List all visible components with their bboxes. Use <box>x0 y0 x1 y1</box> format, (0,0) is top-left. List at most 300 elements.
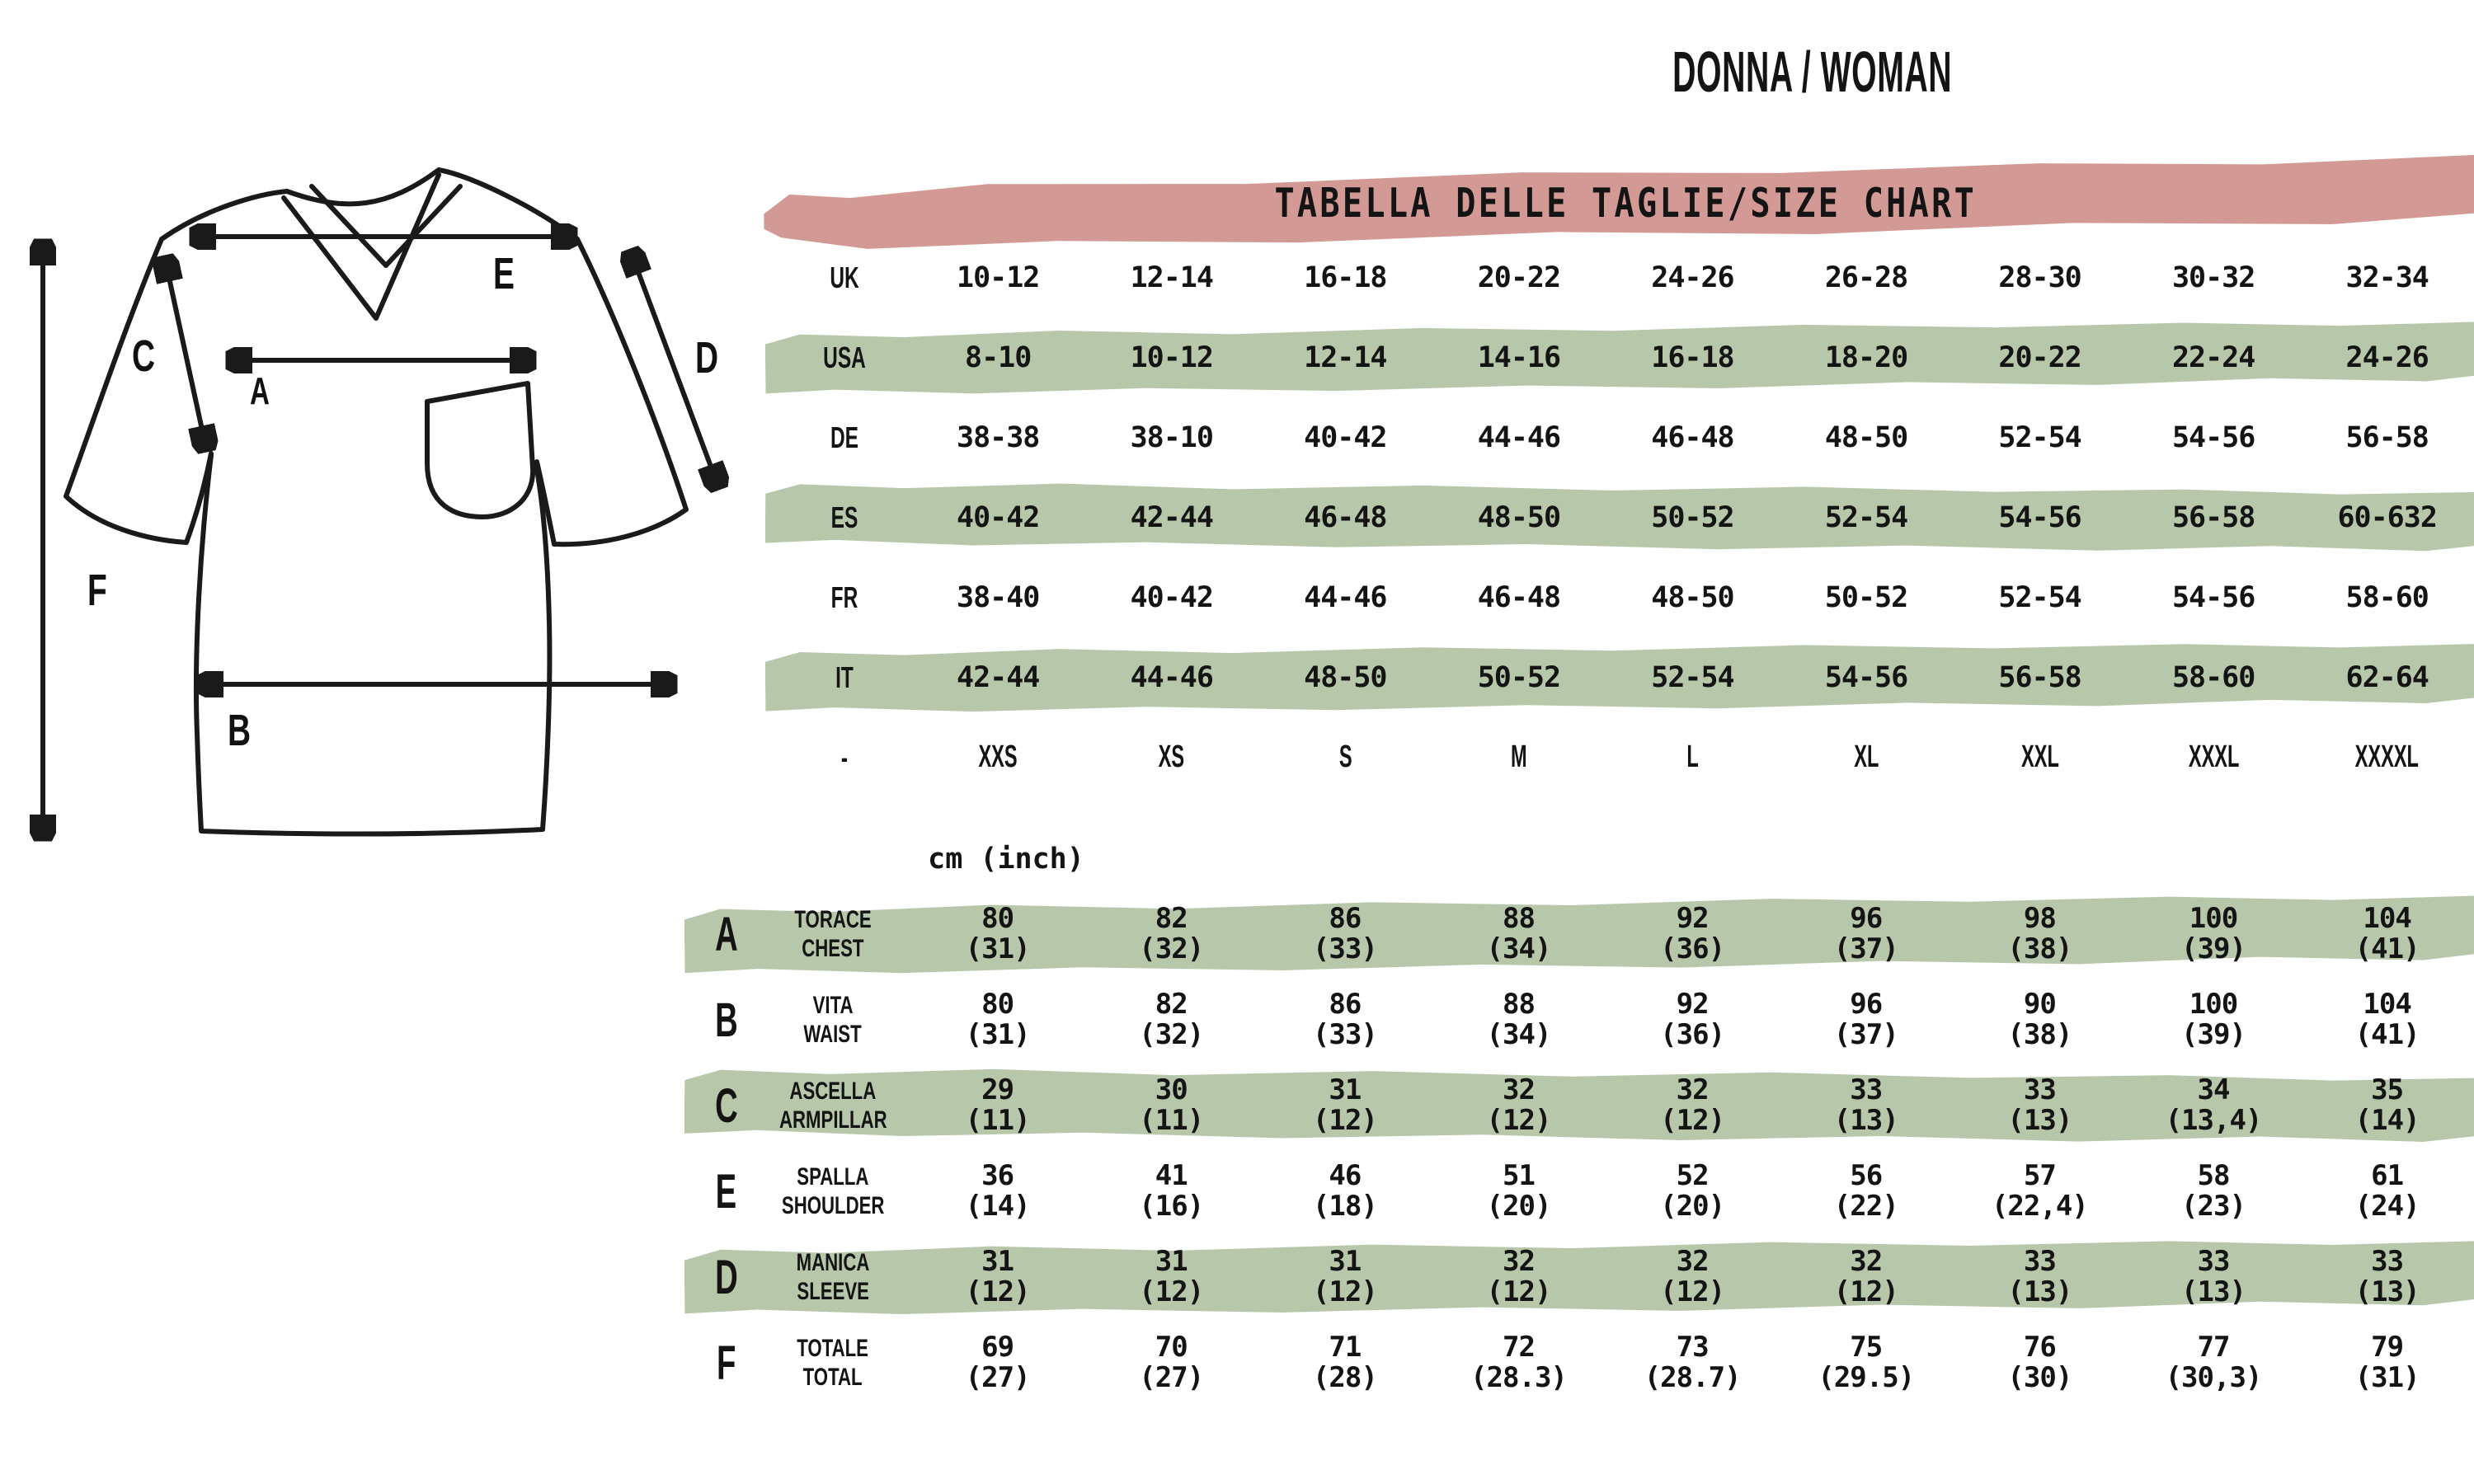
measure-value-cell <box>1084 1247 1258 1308</box>
size-name-cell <box>2127 740 2301 775</box>
measure-value-cell <box>1779 989 1953 1050</box>
measure-cm-value: 75 <box>1850 1331 1883 1364</box>
measure-letter-text: E <box>715 1164 737 1219</box>
measure-value-cell <box>1953 1247 2127 1308</box>
measure-inch-value: (13) <box>1833 1104 1898 1137</box>
measure-value-cell <box>1258 1247 1432 1308</box>
garment-left-sleeve <box>66 239 211 542</box>
measure-inch-value: (11) <box>1139 1104 1204 1137</box>
measure-letter-text: A <box>714 907 738 961</box>
measure-value-cell <box>2300 1161 2474 1222</box>
size-cell: 54-56 <box>2171 420 2255 454</box>
region-label-text: FR <box>831 580 858 614</box>
size-cell: 56-58 <box>2345 420 2429 454</box>
measure-inch-value: (36) <box>1660 932 1725 965</box>
measure-inch-value: (34) <box>1486 1018 1551 1051</box>
table-row <box>698 1063 2474 1148</box>
measure-value-cell <box>2300 904 2474 965</box>
measure-cm-value: 51 <box>1503 1159 1535 1192</box>
size-cell: 10-12 <box>1130 340 1213 374</box>
size-cell: 46-48 <box>1477 580 1561 614</box>
measure-cm-value: 71 <box>1329 1331 1362 1364</box>
measure-inch-value: (13) <box>2181 1275 2246 1308</box>
size-name-cell <box>1084 740 1258 775</box>
measure-cm-value: 32 <box>1503 1245 1535 1278</box>
size-name-cell <box>911 740 1085 775</box>
size-cell: 50-52 <box>1824 580 1908 614</box>
table-row <box>778 237 2474 317</box>
measure-letter <box>698 907 755 962</box>
table-row <box>778 637 2474 717</box>
measure-cm-value: 58 <box>2197 1159 2230 1192</box>
measure-value-cell <box>1258 989 1432 1050</box>
measure-cm-value: 86 <box>1329 988 1362 1021</box>
measure-inch-value: (31) <box>965 1018 1030 1051</box>
measure-inch-value: (41) <box>2354 932 2420 965</box>
measure-inch-value: (32) <box>1139 1018 1204 1051</box>
measure-cm-value: 82 <box>1155 988 1188 1021</box>
measure-inch-value: (28.7) <box>1644 1361 1741 1394</box>
size-cell: 40-42 <box>1304 420 1387 454</box>
measure-cm-value: 57 <box>2023 1159 2056 1192</box>
size-cell: 38-10 <box>1130 420 1213 454</box>
size-name-cell <box>2300 740 2474 775</box>
measure-name <box>755 1248 911 1306</box>
size-cell: 20-22 <box>1998 340 2081 374</box>
size-cell: 14-16 <box>1477 340 1561 374</box>
measure-cm-value: 33 <box>2371 1245 2404 1278</box>
measure-inch-value: (28.3) <box>1470 1361 1567 1394</box>
measure-cm-value: 32 <box>1850 1245 1883 1278</box>
measure-value-cell <box>2300 1247 2474 1308</box>
measure-inch-value: (27) <box>965 1361 1030 1394</box>
measure-cm-value: 30 <box>1155 1073 1188 1106</box>
size-cell: 24-26 <box>2345 340 2429 374</box>
measure-inch-value: (39) <box>2181 932 2246 965</box>
size-name-text: XXXL <box>2188 740 2239 774</box>
measure-value-cell <box>910 989 1084 1050</box>
size-cell: 16-18 <box>1651 340 1734 374</box>
measure-cm-value: 56 <box>1850 1159 1883 1192</box>
measure-inch-value: (12) <box>1660 1275 1725 1308</box>
measure-cm-value: 36 <box>981 1159 1014 1192</box>
measure-value-cell <box>1953 904 2127 965</box>
measure-inch-value: (24) <box>2354 1190 2420 1223</box>
size-cell: 48-50 <box>1651 580 1734 614</box>
measure-name-english: ARMPILLAR <box>778 1106 887 1134</box>
measure-value-cell <box>910 1161 1084 1222</box>
measure-inch-value: (28) <box>1312 1361 1377 1394</box>
measure-inch-value: (34) <box>1486 932 1551 965</box>
measure-value-cell <box>1084 904 1258 965</box>
size-cell: 20-22 <box>1477 261 1561 294</box>
measure-letter-text: F <box>717 1336 736 1390</box>
measure-inch-value: (12) <box>1833 1275 1898 1308</box>
table-row <box>698 1234 2474 1320</box>
measure-cm-value: 100 <box>2189 902 2238 935</box>
garment-pocket <box>427 383 533 517</box>
measure-value-cell <box>910 1075 1084 1136</box>
diagram-label-a: A <box>250 370 270 413</box>
size-cell: 54-56 <box>1824 660 1908 694</box>
region-label <box>778 261 911 295</box>
measure-inch-value: (20) <box>1660 1190 1725 1223</box>
measure-value-cell <box>1606 1161 1780 1222</box>
measure-cm-value: 70 <box>1155 1331 1188 1364</box>
size-name-text: L <box>1686 740 1699 774</box>
measure-cm-value: 31 <box>1329 1073 1362 1106</box>
measure-inch-value: (29.5) <box>1818 1361 1915 1394</box>
size-cell: 50-52 <box>1477 660 1561 694</box>
region-label <box>778 420 911 455</box>
measure-value-cell <box>2127 989 2301 1050</box>
size-cell: 44-46 <box>1130 660 1213 694</box>
size-cell: 42-44 <box>1130 500 1213 534</box>
measure-cm-value: 88 <box>1503 988 1535 1021</box>
measure-name <box>755 1334 911 1392</box>
diagram-label-e: E <box>493 247 515 298</box>
measure-value-cell <box>1606 989 1780 1050</box>
measure-inch-value: (30) <box>2007 1361 2072 1394</box>
measure-value-cell <box>1084 1075 1258 1136</box>
conversion-table <box>778 237 2474 797</box>
measure-name-english: CHEST <box>802 935 864 962</box>
measure-cm-value: 98 <box>2023 902 2056 935</box>
measure-value-cell <box>2127 1075 2301 1136</box>
measure-letter <box>698 1164 755 1219</box>
measure-inch-value: (13) <box>2007 1104 2072 1137</box>
units-label: cm (inch) <box>928 843 1084 876</box>
garment-torso <box>196 455 549 834</box>
size-name-text: XL <box>1853 740 1879 774</box>
measure-value-cell <box>1432 1332 1606 1393</box>
size-name-cell <box>1780 740 1954 775</box>
measure-name <box>755 1077 911 1134</box>
region-label <box>778 500 911 535</box>
measure-cm-value: 31 <box>1155 1245 1188 1278</box>
measure-cm-value: 33 <box>2023 1245 2056 1278</box>
size-cell: 52-54 <box>1824 500 1908 534</box>
measure-inch-value: (18) <box>1312 1190 1377 1223</box>
measure-name-english: SLEEVE <box>797 1278 869 1305</box>
table-row <box>698 977 2474 1063</box>
measure-cm-value: 33 <box>2023 1073 2056 1106</box>
table-row <box>698 1148 2474 1234</box>
measure-value-cell <box>1606 1075 1780 1136</box>
measure-name-italian: ASCELLA <box>789 1078 877 1105</box>
measure-cm-value: 92 <box>1676 988 1709 1021</box>
measure-cm-value: 31 <box>1329 1245 1362 1278</box>
measure-inch-value: (14) <box>2354 1104 2420 1137</box>
measure-inch-value: (33) <box>1312 1018 1377 1051</box>
measure-inch-value: (39) <box>2181 1018 2246 1051</box>
measure-cm-value: 32 <box>1676 1073 1709 1106</box>
arrow-C-armpit <box>165 259 206 448</box>
size-cell: 10-12 <box>957 261 1040 294</box>
measure-value-cell <box>1779 1332 1953 1393</box>
measure-cm-value: 34 <box>2197 1073 2230 1106</box>
size-cell: 62-64 <box>2345 660 2429 694</box>
measure-inch-value: (33) <box>1312 932 1377 965</box>
measure-value-cell <box>1953 989 2127 1050</box>
region-label <box>778 740 911 775</box>
page-title <box>1563 40 2058 104</box>
size-cell: 24-26 <box>1651 261 1734 294</box>
size-cell: 44-46 <box>1477 420 1561 454</box>
measure-cm-value: 73 <box>1676 1331 1709 1364</box>
size-name-cell <box>1606 740 1780 775</box>
measure-cm-value: 80 <box>981 988 1014 1021</box>
garment-right-sleeve <box>537 239 686 544</box>
measure-name-english: TOTAL <box>802 1364 863 1391</box>
measure-cm-value: 41 <box>1155 1159 1188 1192</box>
measure-cm-value: 76 <box>2023 1331 2056 1364</box>
table-row <box>698 1320 2474 1406</box>
measure-value-cell <box>1953 1075 2127 1136</box>
measure-cm-value: 31 <box>981 1245 1014 1278</box>
measure-cm-value: 33 <box>2197 1245 2230 1278</box>
measure-value-cell <box>910 904 1084 965</box>
size-cell: 12-14 <box>1304 340 1387 374</box>
measure-inch-value: (37) <box>1833 1018 1898 1051</box>
diagram-label-d: D <box>695 331 719 383</box>
region-label-text: UK <box>830 260 860 294</box>
measure-inch-value: (12) <box>1312 1104 1377 1137</box>
measurements-table <box>698 891 2474 1406</box>
measure-cm-value: 104 <box>2363 988 2411 1021</box>
measure-value-cell <box>2127 1161 2301 1222</box>
size-cell: 48-50 <box>1304 660 1387 694</box>
size-cell: 52-54 <box>1651 660 1734 694</box>
measure-value-cell <box>1432 989 1606 1050</box>
measure-cm-value: 82 <box>1155 902 1188 935</box>
measure-value-cell <box>2127 904 2301 965</box>
diagram-label-f: F <box>87 564 107 615</box>
measure-inch-value: (22,4) <box>1991 1190 2088 1223</box>
measure-inch-value: (37) <box>1833 932 1898 965</box>
table-row <box>778 717 2474 797</box>
size-cell: 22-24 <box>2171 340 2255 374</box>
measure-cm-value: 52 <box>1676 1159 1709 1192</box>
size-cell: 32-34 <box>2345 261 2429 294</box>
measure-name-italian: TOTALE <box>797 1335 869 1362</box>
size-name-cell <box>1432 740 1606 775</box>
measure-letter-text: C <box>714 1078 738 1133</box>
size-name-text: S <box>1338 740 1352 774</box>
size-cell: 54-56 <box>1998 500 2081 534</box>
measure-inch-value: (12) <box>1139 1275 1204 1308</box>
measure-value-cell <box>2300 989 2474 1050</box>
measure-inch-value: (16) <box>1139 1190 1204 1223</box>
size-name-text: M <box>1511 740 1527 774</box>
measure-inch-value: (41) <box>2354 1018 2420 1051</box>
measure-inch-value: (36) <box>1660 1018 1725 1051</box>
measure-name-italian: MANICA <box>796 1249 870 1276</box>
diagram-label-b: B <box>228 704 252 755</box>
measure-letter <box>698 1250 755 1305</box>
measure-cm-value: 80 <box>981 902 1014 935</box>
measure-value-cell <box>1606 904 1780 965</box>
measure-cm-value: 88 <box>1503 902 1535 935</box>
measure-inch-value: (12) <box>1486 1104 1551 1137</box>
measure-cm-value: 79 <box>2371 1331 2404 1364</box>
measure-inch-value: (30,3) <box>2165 1361 2262 1394</box>
measure-cm-value: 90 <box>2023 988 2056 1021</box>
measure-cm-value: 72 <box>1503 1331 1535 1364</box>
region-label-text: - <box>841 740 849 774</box>
measure-inch-value: (12) <box>965 1275 1030 1308</box>
garment-diagram <box>0 115 759 874</box>
measure-cm-value: 33 <box>1850 1073 1883 1106</box>
measure-name-italian: VITA <box>812 992 854 1019</box>
measure-inch-value: (23) <box>2181 1190 2246 1223</box>
size-cell: 48-50 <box>1477 500 1561 534</box>
measure-inch-value: (11) <box>965 1104 1030 1137</box>
region-label <box>778 660 911 695</box>
measure-value-cell <box>1084 1332 1258 1393</box>
size-cell: 38-40 <box>957 580 1040 614</box>
measure-name <box>755 1162 911 1220</box>
measure-cm-value: 46 <box>1329 1159 1362 1192</box>
size-name-text: XXL <box>2020 740 2059 774</box>
size-cell: 16-18 <box>1304 261 1387 294</box>
size-chart-header <box>764 167 2474 238</box>
size-cell: 8-10 <box>965 340 1032 374</box>
measure-inch-value: (38) <box>2007 932 2072 965</box>
size-cell: 54-56 <box>2171 580 2255 614</box>
measure-value-cell <box>1258 1161 1432 1222</box>
measure-value-cell <box>1432 1161 1606 1222</box>
measure-letter <box>698 1336 755 1391</box>
measure-letter <box>698 993 755 1048</box>
table-row <box>778 557 2474 637</box>
measure-cm-value: 61 <box>2371 1159 2404 1192</box>
measure-inch-value: (22) <box>1833 1190 1898 1223</box>
size-cell: 12-14 <box>1130 261 1213 294</box>
measure-letter-text: B <box>714 993 738 1047</box>
measure-value-cell <box>1258 1332 1432 1393</box>
measure-inch-value: (27) <box>1139 1361 1204 1394</box>
measure-value-cell <box>1258 904 1432 965</box>
measure-value-cell <box>910 1247 1084 1308</box>
table-row <box>778 477 2474 557</box>
measure-value-cell <box>1258 1075 1432 1136</box>
measure-value-cell <box>910 1332 1084 1393</box>
size-cell: 18-20 <box>1824 340 1908 374</box>
size-cell: 30-32 <box>2171 261 2255 294</box>
size-chart-header-text: TABELLA DELLE TAGLIE/SIZE CHART <box>1274 179 1977 227</box>
measure-value-cell <box>1779 1075 1953 1136</box>
region-label <box>778 580 911 615</box>
measure-cm-value: 35 <box>2371 1073 2404 1106</box>
measure-inch-value: (31) <box>965 932 1030 965</box>
measure-value-cell <box>1779 1161 1953 1222</box>
measure-value-cell <box>2300 1075 2474 1136</box>
measure-inch-value: (12) <box>1660 1104 1725 1137</box>
measure-name-italian: SPALLA <box>797 1163 869 1190</box>
region-label <box>778 340 911 375</box>
measure-inch-value: (14) <box>965 1190 1030 1223</box>
measure-inch-value: (32) <box>1139 932 1204 965</box>
measure-cm-value: 96 <box>1850 988 1883 1021</box>
size-cell: 26-28 <box>1824 261 1908 294</box>
table-row <box>778 317 2474 397</box>
measure-value-cell <box>1953 1332 2127 1393</box>
measure-value-cell <box>1084 989 1258 1050</box>
table-row <box>698 891 2474 977</box>
measure-name-english: WAIST <box>803 1021 863 1048</box>
measure-letter-text: D <box>714 1250 738 1304</box>
measure-value-cell <box>1779 904 1953 965</box>
measure-inch-value: (13) <box>2007 1275 2072 1308</box>
size-name-text: XXXXL <box>2355 740 2420 774</box>
measure-inch-value: (20) <box>1486 1190 1551 1223</box>
size-cell: 42-44 <box>957 660 1040 694</box>
page-title-text: DONNA / WOMAN <box>1672 40 1953 104</box>
size-cell: 46-48 <box>1651 420 1734 454</box>
size-cell: 58-60 <box>2171 660 2255 694</box>
measure-value-cell <box>1606 1247 1780 1308</box>
size-cell: 28-30 <box>1998 261 2081 294</box>
size-cell: 52-54 <box>1998 580 2081 614</box>
measure-value-cell <box>1432 904 1606 965</box>
measure-cm-value: 32 <box>1676 1245 1709 1278</box>
measure-letter <box>698 1078 755 1134</box>
size-cell: 44-46 <box>1304 580 1387 614</box>
region-label-text: DE <box>830 420 859 454</box>
measure-cm-value: 92 <box>1676 902 1709 935</box>
garment-shoulder-line <box>162 170 577 239</box>
size-cell: 40-42 <box>957 500 1040 534</box>
size-cell: 46-48 <box>1304 500 1387 534</box>
size-cell: 58-60 <box>2345 580 2429 614</box>
measure-name-english: SHOULDER <box>781 1192 885 1219</box>
size-cell: 40-42 <box>1130 580 1213 614</box>
measure-value-cell <box>1084 1161 1258 1222</box>
measure-value-cell <box>1606 1332 1780 1393</box>
measure-inch-value: (13,4) <box>2165 1104 2262 1137</box>
size-name-text: XXS <box>978 740 1018 774</box>
measure-value-cell <box>1432 1247 1606 1308</box>
table-row <box>778 397 2474 477</box>
measure-name-italian: TORACE <box>794 906 872 933</box>
measure-cm-value: 69 <box>981 1331 1014 1364</box>
measure-cm-value: 29 <box>981 1073 1014 1106</box>
measure-cm-value: 77 <box>2197 1331 2230 1364</box>
region-label-text: IT <box>835 660 854 694</box>
size-cell: 50-52 <box>1651 500 1734 534</box>
size-cell: 56-58 <box>1998 660 2081 694</box>
region-label-text: USA <box>823 340 867 374</box>
diagram-label-c: C <box>132 330 156 381</box>
size-cell: 48-50 <box>1824 420 1908 454</box>
measure-cm-value: 100 <box>2189 988 2238 1021</box>
measure-value-cell <box>2300 1332 2474 1393</box>
measure-inch-value: (12) <box>1486 1275 1551 1308</box>
measure-name <box>755 991 911 1049</box>
measure-value-cell <box>1779 1247 1953 1308</box>
measure-cm-value: 96 <box>1850 902 1883 935</box>
measure-value-cell <box>2127 1247 2301 1308</box>
measure-inch-value: (12) <box>1312 1275 1377 1308</box>
measure-value-cell <box>2127 1332 2301 1393</box>
measure-value-cell <box>1432 1075 1606 1136</box>
measure-inch-value: (13) <box>2354 1275 2420 1308</box>
size-name-cell <box>1258 740 1432 775</box>
measure-name <box>755 905 911 963</box>
measure-cm-value: 32 <box>1503 1073 1535 1106</box>
size-cell: 60-632 <box>2337 500 2437 534</box>
